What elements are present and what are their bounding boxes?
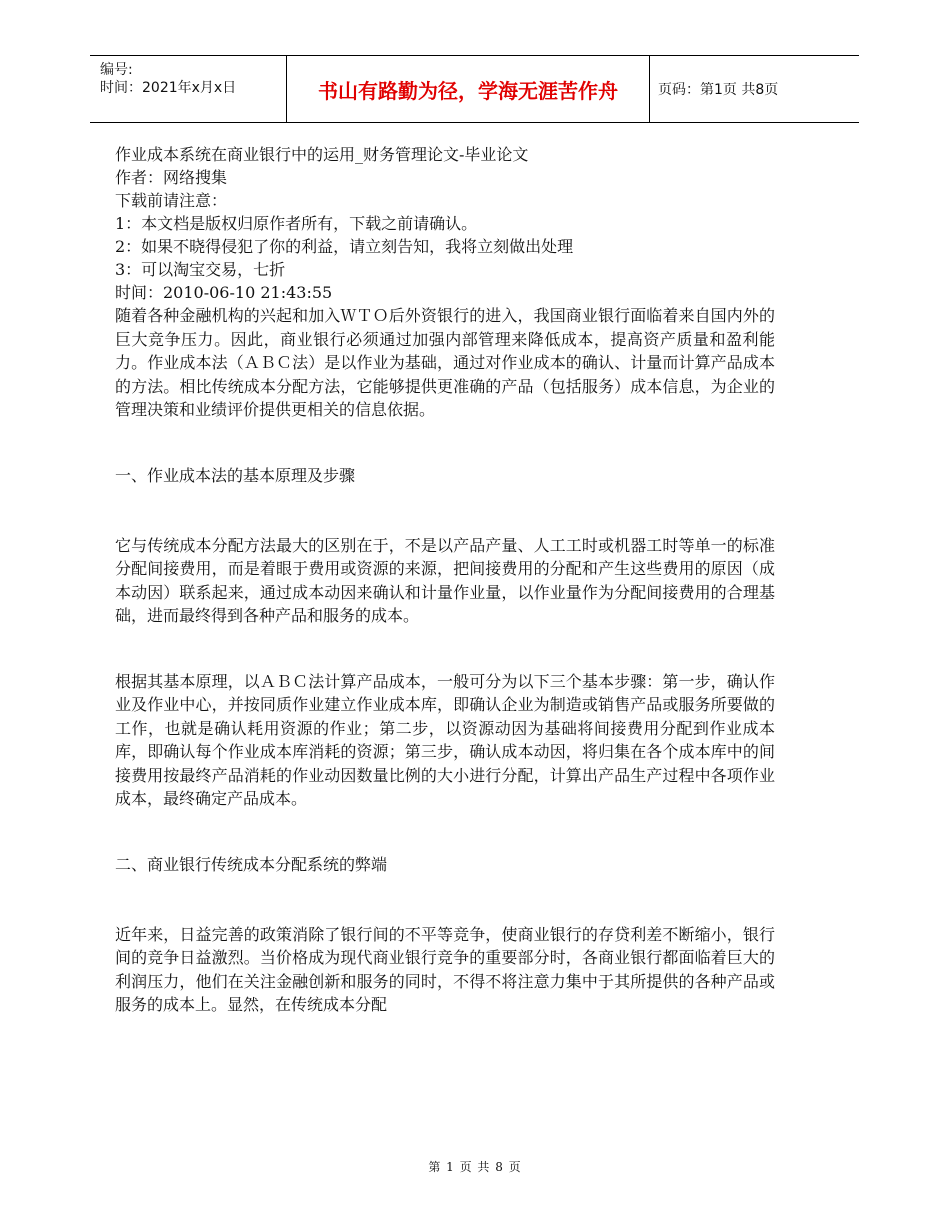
notice-item-2: 2：如果不晓得侵犯了你的利益，请立刻告知，我将立刻做出处理 xyxy=(115,237,574,256)
document-body xyxy=(115,143,775,1017)
doc-number-label: 编号: xyxy=(100,62,133,78)
paragraph-1: 它与传统成本分配方法最大的区别在于，不是以产品产量、人工工时或机器工时等单一的标准分配间接费用，而是着眼于费用或资源的来源，把间接费用的分配和产生这些费用的原因（成本动因）联系起来，通过成本动因来确认和计量作业量，以作业量作为分配间接费用的合理基础，进而最终得到各种产品和服务的成本。 xyxy=(115,535,775,625)
notice-heading: 下载前请注意： xyxy=(115,191,228,210)
header-page-info: 页码：第1页 共8页 xyxy=(658,82,779,98)
doc-time: 时间：2010-06-10 21:43:55 xyxy=(115,283,333,302)
intro-paragraph: 随着各种金融机构的兴起和加入ＷＴＯ后外资银行的进入，我国商业银行面临着来自国内外的巨大竞争压力。因此，商业银行必须通过加强内部管理来降低成本，提高资产质量和盈利能力。作业成本法（ＡＢＣ法）是以作业为基础，通过对作业成本的确认、计量而计算产品成本的方法。相比传统成本分配方法，它能够提供更准确的产品（包括服务）成本信息，为企业的管理决策和业绩评价提供更相关的信息依据。 xyxy=(115,306,775,419)
notice-item-1: 1：本文档是版权归原作者所有，下载之前请确认。 xyxy=(115,214,478,233)
paragraph-3: 近年来，日益完善的政策消除了银行间的不平等竞争，使商业银行的存贷利差不断缩小，银行间的竞争日益激烈。当价格成为现代商业银行竞争的重要部分时，各商业银行都面临着巨大的利润压力，他们在关注金融创新和服务的同时，不得不将注意力集中于其所提供的各种产品或服务的成本上。显然，在传统成本分配 xyxy=(115,924,775,1014)
doc-time-label: 时间：2021年x月x日 xyxy=(100,80,237,96)
notice-item-3: 3：可以淘宝交易，七折 xyxy=(115,260,286,279)
section-heading-2: 二、商业银行传统成本分配系统的弊端 xyxy=(115,854,388,874)
paragraph-2: 根据其基本原理，以ＡＢＣ法计算产品成本，一般可分为以下三个基本步骤：第一步，确认作业及作业中心，并按同质作业建立作业成本库，即确认企业为制造或销售产品或服务所要做的工作，也就是确认耗用资源的作业；第二步，以资源动因为基础将间接费用分配到作业成本库，即确认每个作业成本库消耗的资源；第三步，确认成本动因，将归集在各个成本库中的间接费用按最终产品消耗的作业动因数量比例的大小进行分配，计算出产品生产过程中各项作业成本，最终确定产品成本。 xyxy=(115,671,775,808)
page-header xyxy=(90,55,859,123)
section-heading-1: 一、作业成本法的基本原理及步骤 xyxy=(115,465,356,485)
header-motto: 书山有路勤为径，学海无涯苦作舟 xyxy=(286,56,650,122)
doc-title: 作业成本系统在商业银行中的运用_财务管理论文-毕业论文 xyxy=(115,145,529,164)
page-footer: 第 1 页 共 8 页 xyxy=(428,1160,522,1174)
doc-author: 作者：网络搜集 xyxy=(115,168,228,187)
header-meta-cell xyxy=(90,56,286,122)
